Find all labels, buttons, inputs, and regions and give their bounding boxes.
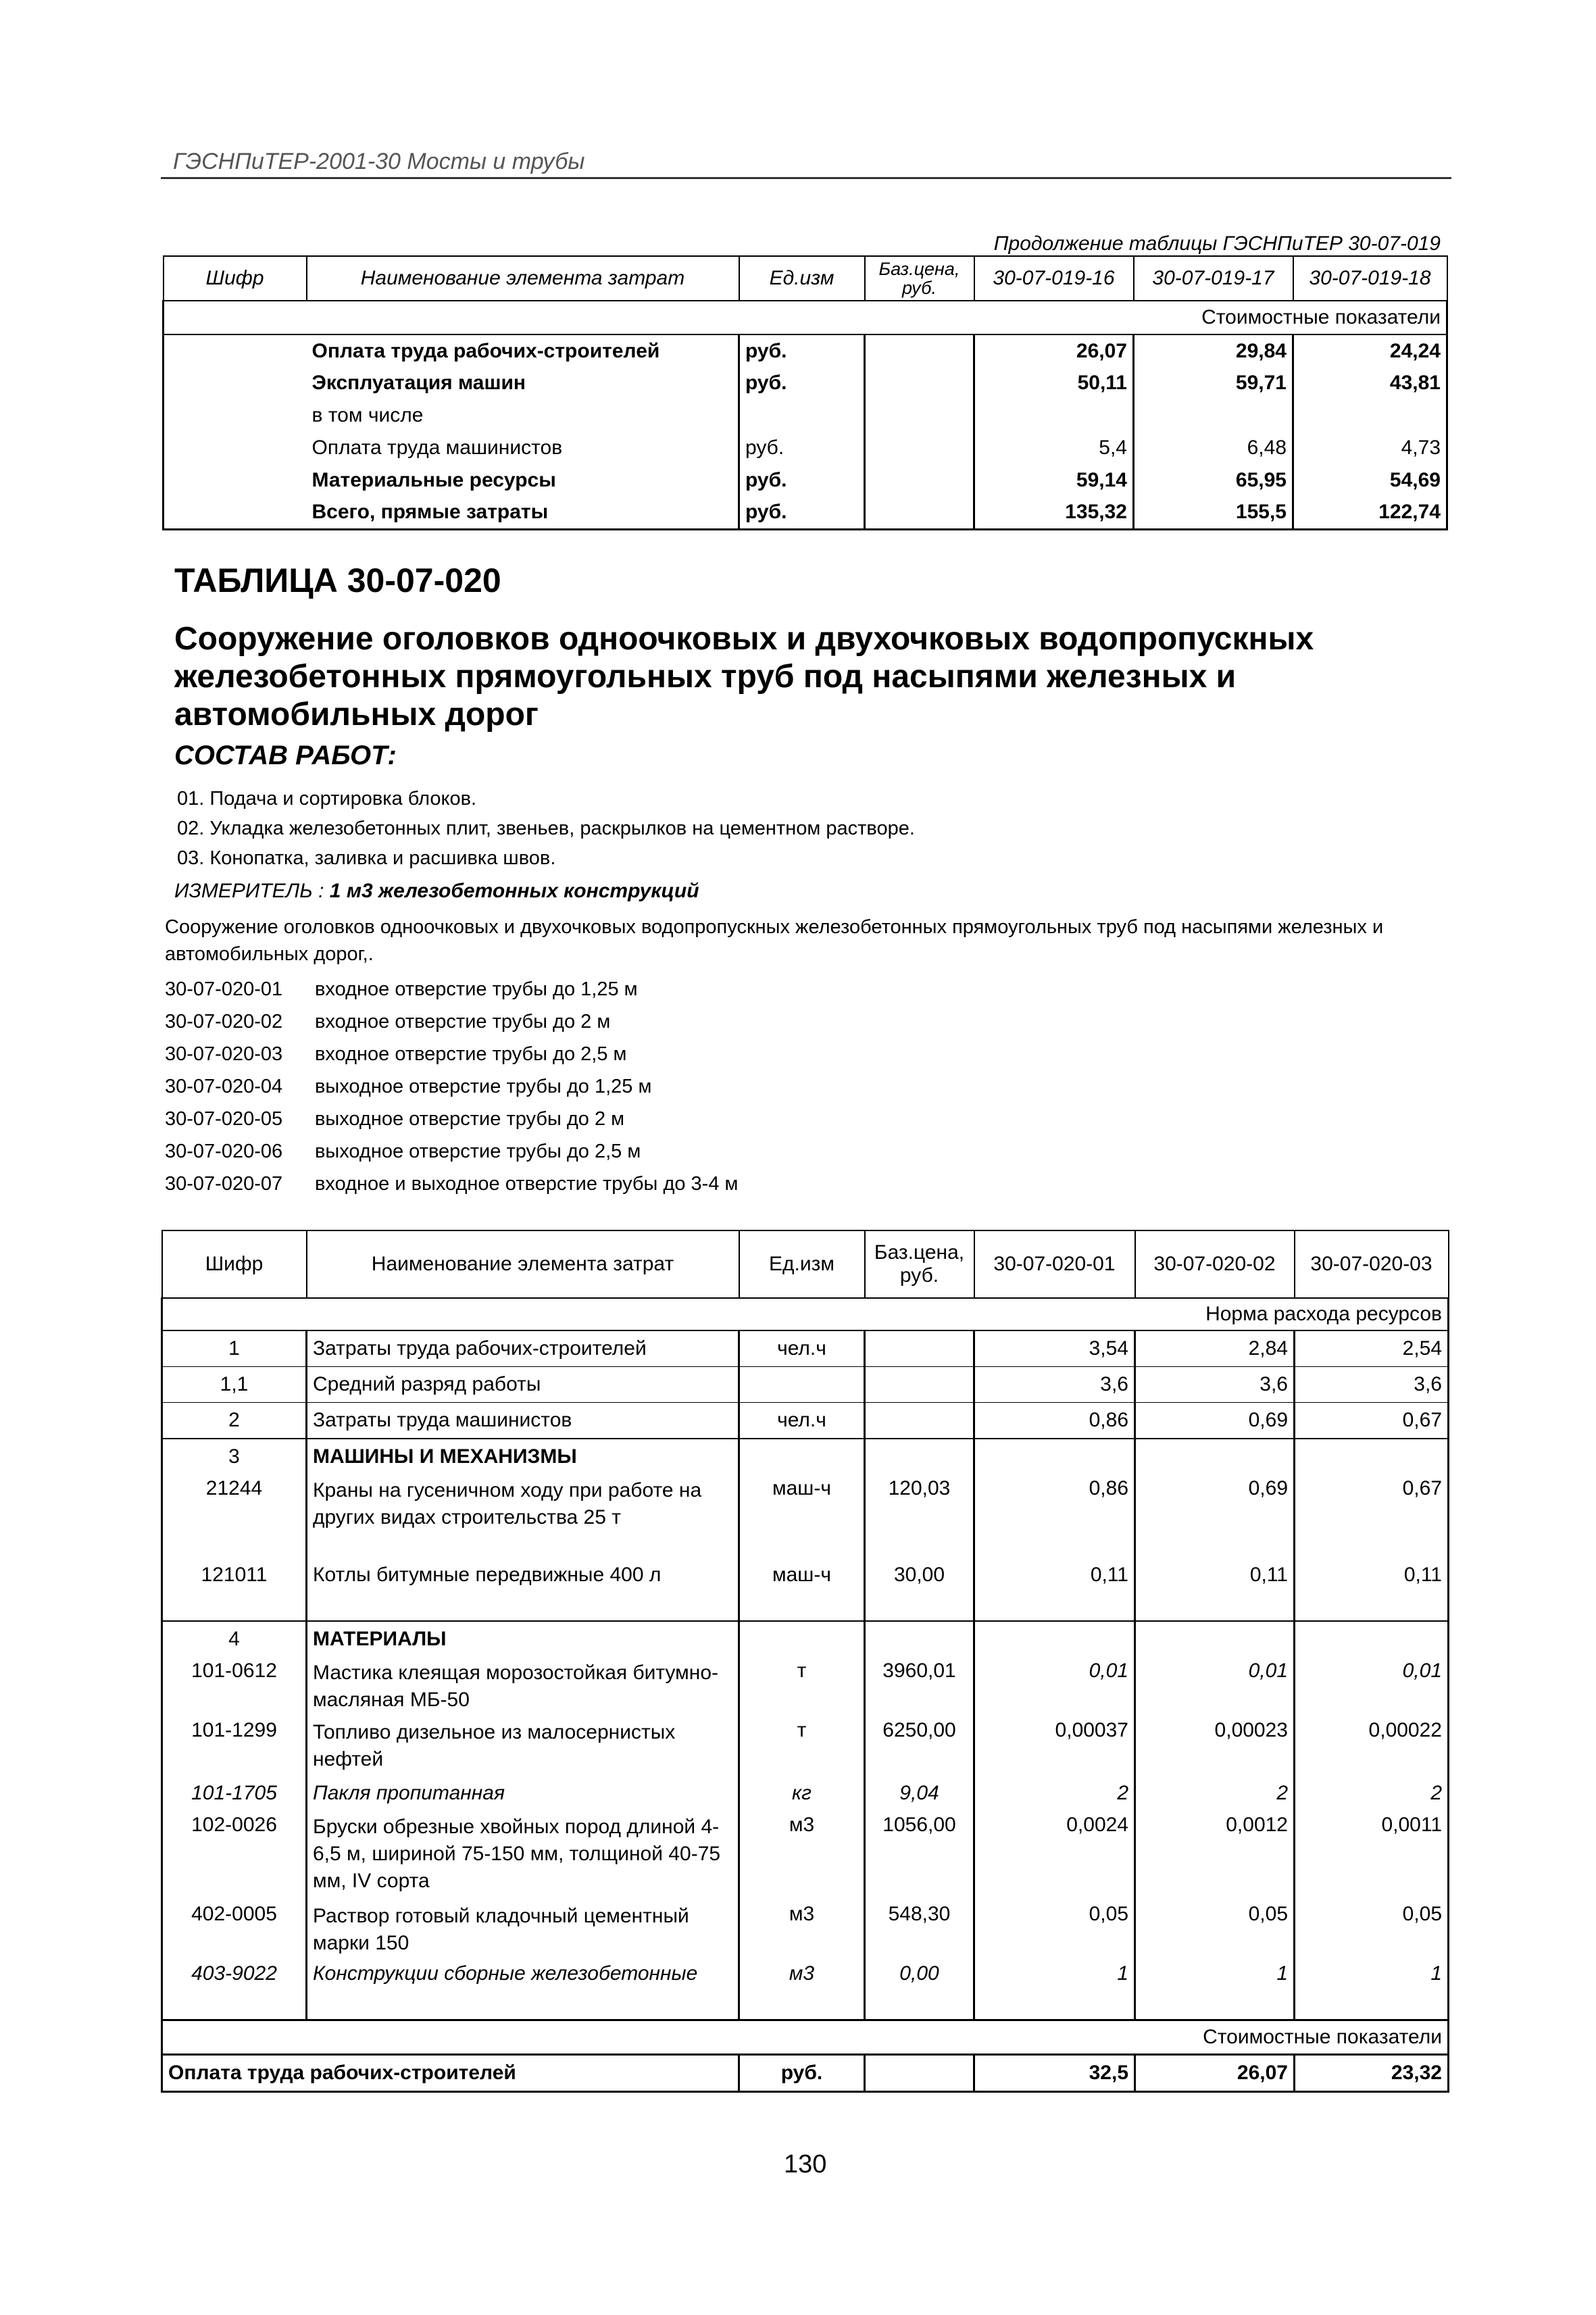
table-row <box>164 334 1447 367</box>
row-value-1: 26,07 <box>974 334 1134 367</box>
list-item: 30-07-020-06 выходное отверстие трубы до 2,5 м <box>165 1141 641 1162</box>
section-label: Норма расхода ресурсов <box>162 1298 1449 1330</box>
row-unit: руб. <box>739 464 865 497</box>
list-item: 30-07-020-05 выходное отверстие трубы до 2 м <box>165 1108 625 1130</box>
row-name: Оплата труда рабочих-строителей <box>311 339 660 362</box>
work-item: 02. Укладка железобетонных плит, звеньев, раскрылков на цементном растворе. <box>177 818 915 839</box>
measure-label: ИЗМЕРИТЕЛЬ : <box>174 880 324 902</box>
work-item: 03. Конопатка, заливка и расшивка швов. <box>177 847 556 869</box>
table-header-row <box>164 256 1447 301</box>
measure-value: 1 м3 железобетонных конструкций <box>329 880 699 902</box>
col-header-2: 30-07-020-02 <box>1135 1230 1295 1298</box>
header-divider <box>161 177 1451 179</box>
code-list <box>165 973 738 1200</box>
row-value-2: 59,71 <box>1134 367 1293 399</box>
row-name: Материальные ресурсы <box>311 469 556 491</box>
list-item: 30-07-020-01 входное отверстие трубы до 1,25 м <box>165 978 638 1000</box>
row-value-1: 50,11 <box>974 367 1134 399</box>
table-row <box>164 367 1447 399</box>
col-header-unit: Ед.изм <box>739 256 865 301</box>
row-unit: руб. <box>739 497 865 529</box>
resource-table-30-07-020 <box>161 1230 1449 2093</box>
row-unit: руб. <box>739 334 865 367</box>
row-value-2: 155,5 <box>1134 497 1293 529</box>
table-row: 1,1 Средний разряд работы 3,6 3,6 3,6 <box>162 1367 1449 1403</box>
col-header-name: Наименование элемента затрат <box>307 256 739 301</box>
section-label: Стоимостные показатели <box>164 301 1447 334</box>
row-name: в том числе <box>311 404 424 426</box>
table-continuation-caption: Продолжение таблицы ГЭСНПиТЕР 30-07-019 <box>993 232 1441 255</box>
row-name: Всего, прямые затраты <box>307 497 739 529</box>
row-unit: руб. <box>739 367 865 399</box>
col-header-3: 30-07-020-03 <box>1295 1230 1449 1298</box>
table-row: 121011 Котлы битумные передвижные 400 л маш-ч 30,00 0,11 0,11 0,11 <box>162 1561 1449 1621</box>
row-value-1: 5,4 <box>974 432 1134 464</box>
table-row: 102-0026 Бруски обрезные хвойных пород длиной 4-6,5 м, шириной 75-150 мм, толщиной 40-75 мм, IV сорта м3 1056,00 0,0024 0,0012 0,0011 <box>162 1811 1449 1900</box>
col-header-name: Наименование элемента затрат <box>307 1230 739 1298</box>
table-row: 1 Затраты труда рабочих-строителей чел.ч 3,54 2,84 2,54 <box>162 1330 1449 1367</box>
table-row: 21244 Краны на гусеничном ходу при работе на других видах строительства 25 т маш-ч 120,03 0,86 0,69 0,67 <box>162 1474 1449 1561</box>
row-name: Эксплуатация машин <box>311 372 526 394</box>
row-name: Оплата труда машинистов <box>311 437 563 459</box>
row-value-3: 24,24 <box>1293 334 1447 367</box>
col-header-3: 30-07-019-18 <box>1293 256 1447 301</box>
table-row: 101-1299 Топливо дизельное из малосернистых нефтей т 6250,00 0,00037 0,00023 0,00022 <box>162 1716 1449 1776</box>
measure-line <box>174 880 699 903</box>
row-value-2: 6,48 <box>1134 432 1293 464</box>
list-item: 30-07-020-04 выходное отверстие трубы до 1,25 м <box>165 1076 652 1097</box>
row-value-3: 43,81 <box>1293 367 1447 399</box>
table-row: 403-9022 Конструкции сборные железобетонные м3 0,00 1 1 1 <box>162 1960 1449 2020</box>
row-unit: руб. <box>739 432 865 464</box>
section-row <box>164 301 1447 334</box>
col-header-price: Баз.цена, руб. <box>865 256 974 301</box>
table-row: 402-0005 Раствор готовый кладочный цементный марки 150 м3 548,30 0,05 0,05 0,05 <box>162 1900 1449 1960</box>
page-title: Сооружение оголовков одноочковых и двухочковых водопропускных железобетонных прямоугольных труб под насыпями железных и автомобильных дорог <box>174 621 1314 732</box>
row-value-3: 54,69 <box>1293 464 1447 497</box>
group-row: 4 МАТЕРИАЛЫ <box>162 1621 1449 1657</box>
table-row: 101-0612 Мастика клеящая морозостойкая битумно-масляная МБ-50 т 3960,01 0,01 0,01 0,01 <box>162 1657 1449 1716</box>
table-header-row <box>162 1230 1449 1298</box>
list-item: 30-07-020-03 входное отверстие трубы до 2,5 м <box>165 1043 627 1065</box>
composition-heading: СОСТАВ РАБОТ: <box>174 741 397 770</box>
intro-paragraph: Сооружение оголовков одноочковых и двухочковых водопропускных железобетонных прямоугольных труб под насыпями железных и автомобильных дорог,. <box>165 916 1384 965</box>
row-value-3: 122,74 <box>1293 497 1447 529</box>
cost-table-30-07-019 <box>162 255 1448 530</box>
table-row <box>164 464 1447 497</box>
col-header-1: 30-07-019-16 <box>974 256 1134 301</box>
table-row <box>164 497 1447 529</box>
group-row: 3 МАШИНЫ И МЕХАНИЗМЫ <box>162 1439 1449 1474</box>
table-title: ТАБЛИЦА 30-07-020 <box>174 562 501 599</box>
page-number: 130 <box>784 2150 827 2179</box>
table-row: Оплата труда рабочих-строителей руб. 32,5 26,07 23,32 <box>162 2055 1449 2092</box>
running-header: ГЭСНПиТЕР-2001-30 Мосты и трубы <box>173 149 585 174</box>
row-value-1: 135,32 <box>974 497 1134 529</box>
table-row: 101-1705 Пакля пропитанная кг 9,04 2 2 2 <box>162 1776 1449 1811</box>
table-row: 2 Затраты труда машинистов чел.ч 0,86 0,69 0,67 <box>162 1403 1449 1439</box>
col-header-price: Баз.цена, руб. <box>865 1230 974 1298</box>
section-row <box>162 1298 1449 1330</box>
col-header-unit: Ед.изм <box>739 1230 865 1298</box>
section-row <box>162 2020 1449 2055</box>
table-row <box>164 432 1447 464</box>
list-item: 30-07-020-07 входное и выходное отверстие трубы до 3-4 м <box>165 1173 739 1195</box>
list-item: 30-07-020-02 входное отверстие трубы до 2 м <box>165 1011 611 1032</box>
section-label: Стоимостные показатели <box>162 2020 1449 2055</box>
row-value-2: 65,95 <box>1134 464 1293 497</box>
col-header-1: 30-07-020-01 <box>974 1230 1135 1298</box>
col-header-code: Шифр <box>164 256 307 301</box>
row-value-3: 4,73 <box>1293 432 1447 464</box>
col-header-code: Шифр <box>162 1230 307 1298</box>
col-header-2: 30-07-019-17 <box>1134 256 1293 301</box>
table-row <box>164 399 1447 432</box>
row-value-2: 29,84 <box>1134 334 1293 367</box>
row-value-1: 59,14 <box>974 464 1134 497</box>
work-item: 01. Подача и сортировка блоков. <box>177 788 477 810</box>
